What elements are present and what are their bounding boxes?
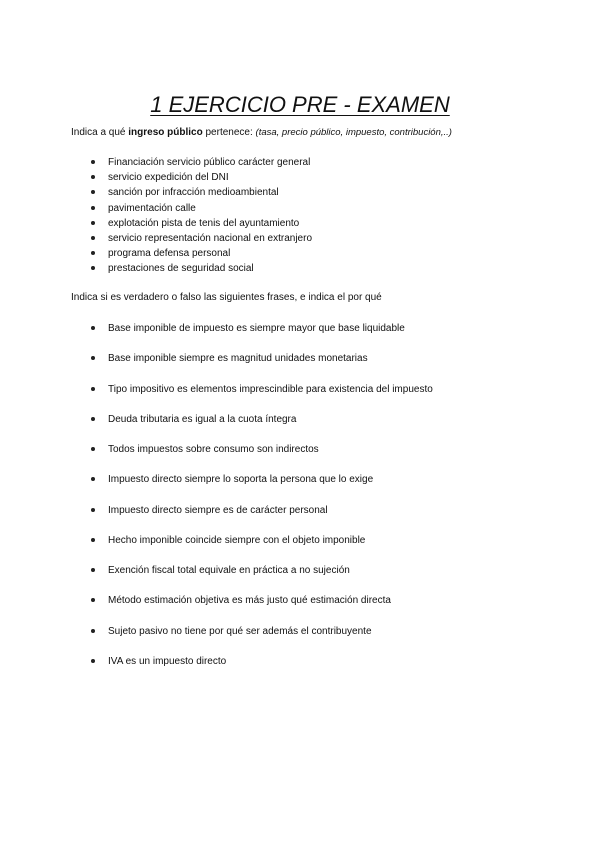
list-item: programa defensa personal	[0, 247, 312, 262]
page-title: 1 EJERCICIO PRE - EXAMEN	[150, 92, 450, 117]
list-item: Exención fiscal total equivale en práctica a no sujeción	[0, 564, 433, 594]
instruction-options: (tasa, precio público, impuesto, contribución,..)	[255, 127, 452, 138]
list-item: IVA es un impuesto directo	[0, 655, 433, 685]
list-item: Hecho imponible coincide siempre con el objeto imponible	[0, 534, 433, 564]
list-item: prestaciones de seguridad social	[0, 262, 312, 277]
list-item: Tipo impositivo es elementos imprescindible para existencia del impuesto	[0, 383, 433, 413]
section1-instruction	[71, 127, 452, 138]
list-item: Financiación servicio público carácter general	[0, 156, 312, 171]
list-item: servicio representación nacional en extranjero	[0, 232, 312, 247]
section2-heading: Indica si es verdadero o falso las siguientes frases, e indica el por qué	[71, 292, 382, 303]
instruction-text: Indica a qué	[71, 127, 129, 138]
list-item: Sujeto pasivo no tiene por qué ser además el contribuyente	[0, 625, 433, 655]
list-item: Todos impuestos sobre consumo son indirectos	[0, 443, 433, 473]
list-item: Impuesto directo siempre es de carácter personal	[0, 504, 433, 534]
list-item: Método estimación objetiva es más justo qué estimación directa	[0, 594, 433, 624]
list-item: Base imponible siempre es magnitud unidades monetarias	[0, 352, 433, 382]
list-item: servicio expedición del DNI	[0, 171, 312, 186]
instruction-text-2: pertenece:	[202, 127, 256, 138]
list-item: Deuda tributaria es igual a la cuota íntegra	[0, 413, 433, 443]
income-list	[0, 156, 312, 278]
list-item: Impuesto directo siempre lo soporta la persona que lo exige	[0, 473, 433, 503]
true-false-list	[0, 322, 433, 685]
instruction-bold: ingreso público	[128, 127, 203, 138]
list-item: pavimentación calle	[0, 202, 312, 217]
list-item: explotación pista de tenis del ayuntamiento	[0, 217, 312, 232]
list-item: sanción por infracción medioambiental	[0, 186, 312, 201]
list-item: Base imponible de impuesto es siempre mayor que base liquidable	[0, 322, 433, 352]
